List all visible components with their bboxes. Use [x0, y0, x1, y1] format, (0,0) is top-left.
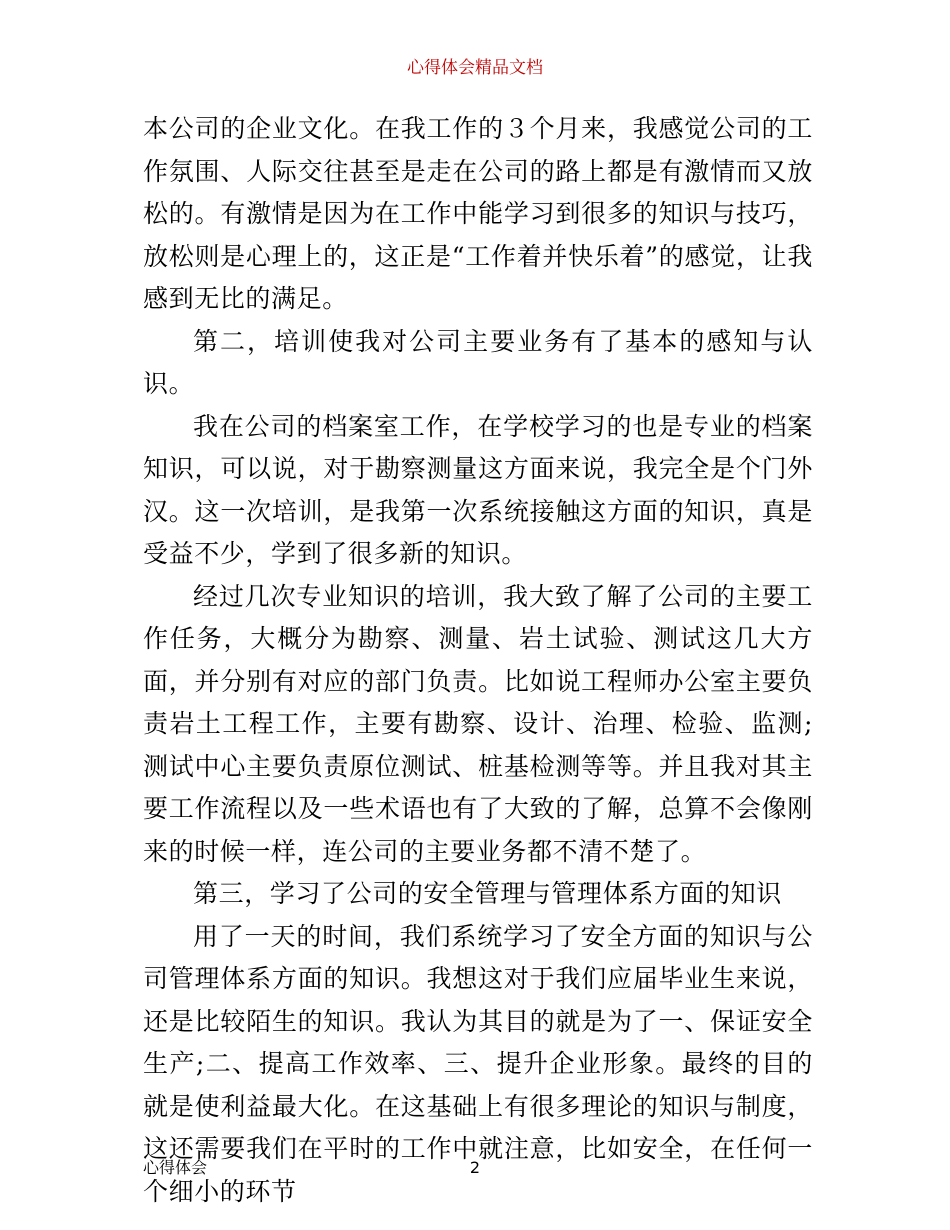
page-footer-label: 心得体会	[143, 1158, 208, 1177]
document-body	[143, 108, 813, 1213]
paragraph-6: 用了一天的时间，我们系统学习了安全方面的知识与公司管理体系方面的知识。我想这对于我们应届毕业生来说，还是比较陌生的知识。我认为其目的就是为了一、保证安全生产;二、提高工作效率、三、提升企业形象。最终的目的就是使利益最大化。在这基础上有很多理论的知识与制度，这还需要我们在平时的工作中就注意，比如安全，在任何一个细小的环节	[143, 921, 813, 1206]
paragraph-3: 我在公司的档案室工作，在学校学习的也是专业的档案知识，可以说，对于勘察测量这方面来说，我完全是个门外汉。这一次培训，是我第一次系统接触这方面的知识，真是受益不少，学到了很多新的知识。	[143, 411, 813, 568]
paragraph-2: 第二，培训使我对公司主要业务有了基本的感知与认识。	[143, 326, 813, 398]
page-header-title: 心得体会精品文档	[407, 58, 543, 78]
paragraph-4: 经过几次专业知识的培训，我大致了解了公司的主要工作任务，大概分为勘察、测量、岩土试验、测试这几大方面，并分别有对应的部门负责。比如说工程师办公室主要负责岩土工程工作，主要有勘察、设计、治理、检验、监测;测试中心主要负责原位测试、桩基检测等等。并且我对其主要工作流程以及一些术语也有了大致的了解，总算不会像刚来的时候一样，连公司的主要业务都不清不楚了。	[143, 581, 813, 866]
paragraph-1: 本公司的企业文化。在我工作的３个月来，我感觉公司的工作氛围、人际交往甚至是走在公司的路上都是有激情而又放松的。有激情是因为在工作中能学习到很多的知识与技巧，放松则是心理上的，这正是“工作着并快乐着”的感觉，让我感到无比的满足。	[143, 114, 813, 313]
paragraph-5: 第三，学习了公司的安全管理与管理体系方面的知识	[193, 879, 782, 908]
page-number: 2	[469, 1158, 481, 1177]
